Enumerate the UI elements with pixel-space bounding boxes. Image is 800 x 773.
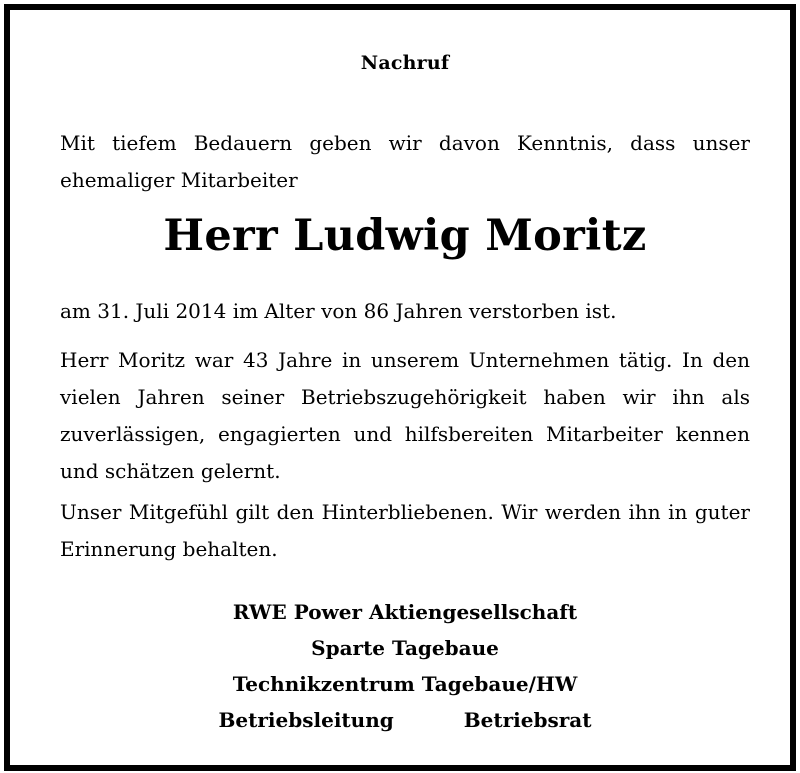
deceased-name: Herr Ludwig Moritz — [163, 211, 647, 261]
signature-center: Technikzentrum Tagebaue/HW — [232, 672, 578, 696]
signature-row — [60, 702, 750, 738]
signature-management: Betriebsleitung — [218, 708, 394, 732]
death-date-paragraph: am 31. Juli 2014 im Alter von 86 Jahren verstorben ist. — [60, 299, 617, 323]
obituary-frame — [4, 4, 796, 771]
intro-paragraph: Mit tiefem Bedauern geben wir davon Kenntnis, dass unser ehemaliger Mitarbeiter — [60, 131, 750, 192]
signature-council: Betriebsrat — [463, 708, 592, 732]
signature-company: RWE Power Aktiengesellschaft — [232, 600, 578, 624]
signature-division: Sparte Tagebaue — [311, 636, 499, 660]
sympathy-paragraph: Unser Mitgefühl gilt den Hinterbliebenen. Wir werden ihn in guter Erinnerung behalten. — [60, 500, 750, 561]
obituary-heading: Nachruf — [360, 52, 450, 74]
tenure-paragraph: Herr Moritz war 43 Jahre in unserem Unternehmen tätig. In den vielen Jahren seiner Betriebszugehörigkeit haben wir ihn als zuverlässigen, engagierten und hilfsbereiten Mitarbeiter kennen und schätzen gelernt. — [60, 348, 750, 483]
